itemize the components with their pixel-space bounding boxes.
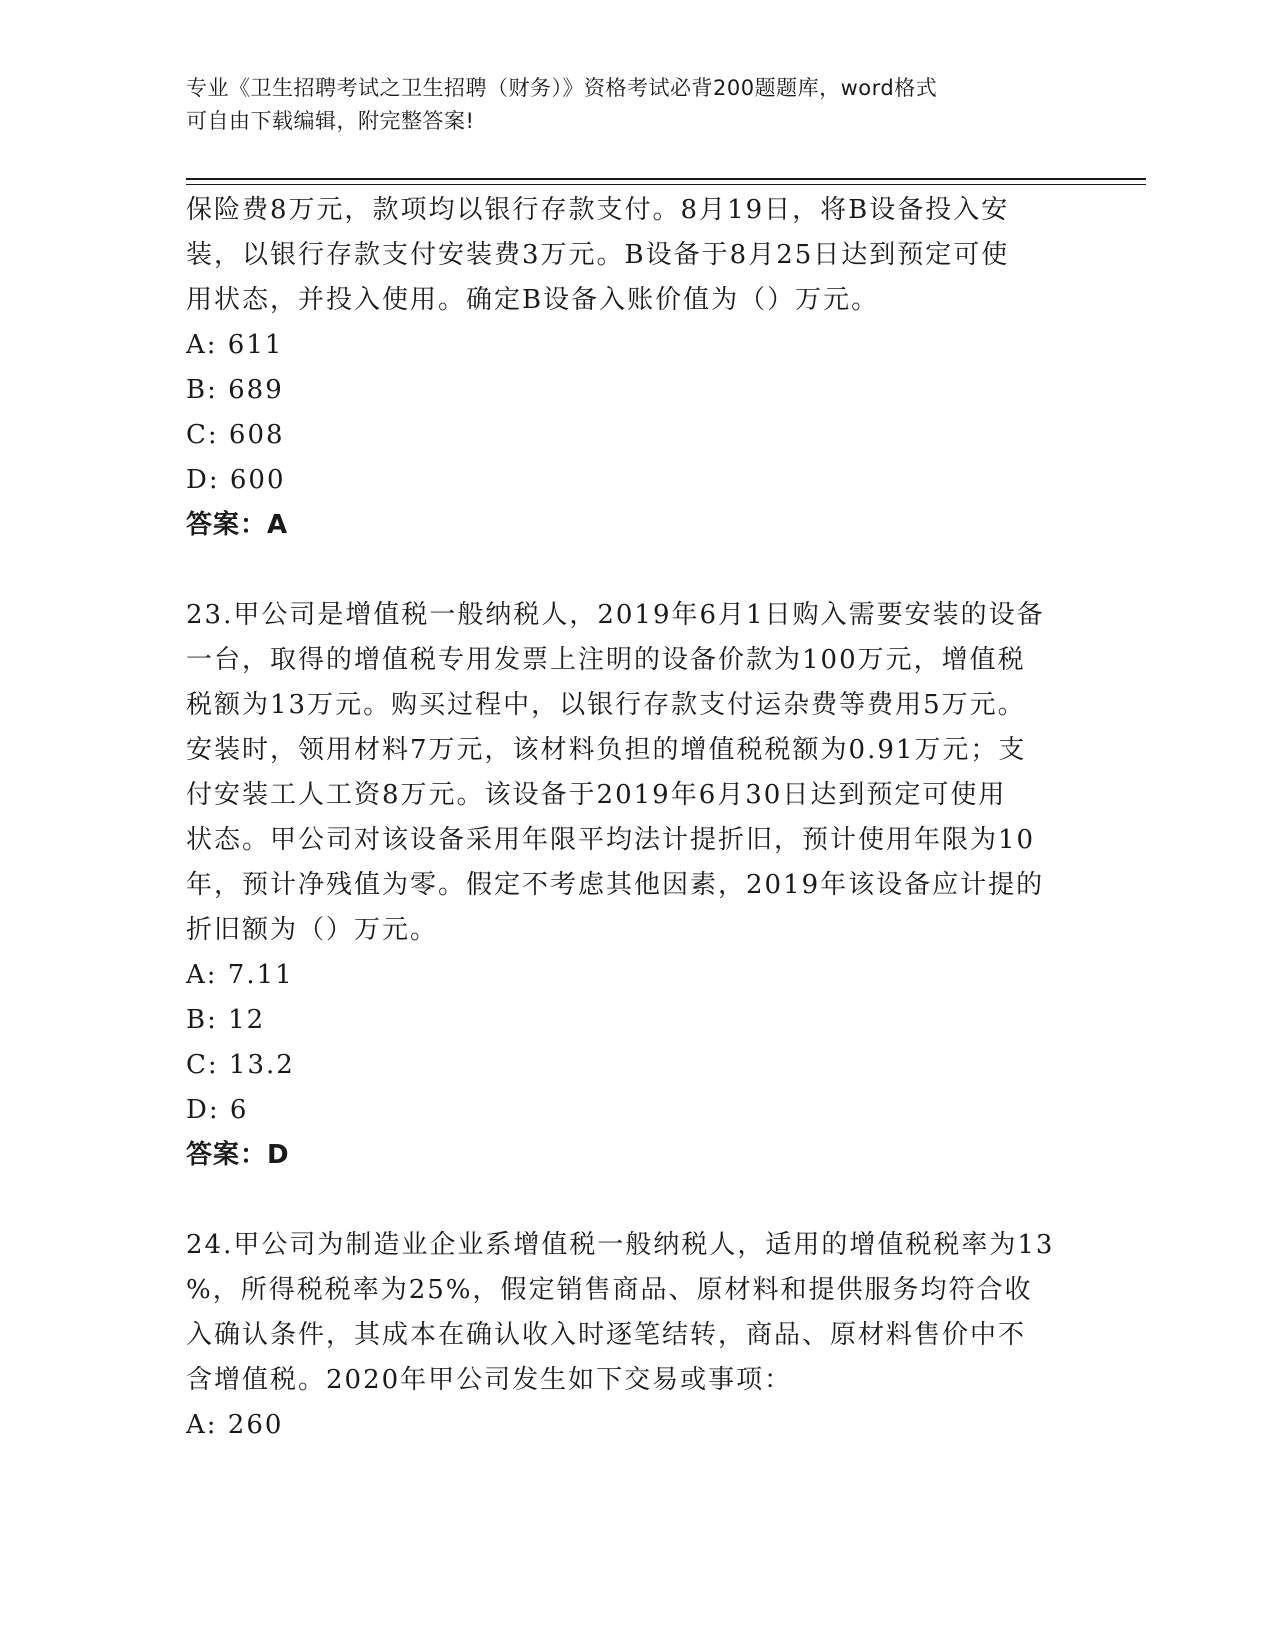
section-spacer xyxy=(186,1178,1086,1223)
answer-label: 答案：D xyxy=(186,1140,290,1170)
option-b: B: 689 xyxy=(186,375,284,405)
question-text-line: 入确认条件，其成本在确认收入时逐笔结转，商品、原材料售价中不 xyxy=(186,1320,1027,1350)
option-a: A: 7.11 xyxy=(186,960,294,990)
question-text-line: 付安装工人工资8万元。该设备于2019年6月30日达到预定可使用 xyxy=(186,780,1007,810)
option-a: A: 260 xyxy=(186,1410,284,1440)
question-text-line: 24.甲公司为制造业企业系增值税一般纳税人，适用的增值税税率为13 xyxy=(186,1230,1055,1260)
question-text-line: 状态。甲公司对该设备采用年限平均法计提折旧，预计使用年限为10 xyxy=(186,825,1036,855)
option-d: D: 600 xyxy=(186,465,286,495)
option-a: A: 611 xyxy=(186,330,284,360)
question-text-line: 含增值税。2020年甲公司发生如下交易或事项： xyxy=(186,1365,793,1395)
header-title-line-1: 专业《卫生招聘考试之卫生招聘（财务）》资格考试必背200题题库，word格式 xyxy=(186,76,938,100)
option-b: B: 12 xyxy=(186,1005,266,1035)
header-divider-thin xyxy=(186,184,1146,185)
header-divider-thick xyxy=(186,178,1146,180)
question-text-line: 折旧额为（）万元。 xyxy=(186,915,439,945)
option-c: C: 13.2 xyxy=(186,1050,295,1080)
question-text-line: 税额为13万元。购买过程中，以银行存款支付运杂费等费用5万元。 xyxy=(186,690,1026,720)
question-text-line: 装，以银行存款支付安装费3万元。B设备于8月25日达到预定可使 xyxy=(186,240,1010,270)
section-spacer xyxy=(186,548,1086,593)
option-d: D: 6 xyxy=(186,1095,249,1125)
document-body xyxy=(186,188,1086,1448)
question-23 xyxy=(186,593,1086,1178)
question-text-line: 年，预计净残值为零。假定不考虑其他因素，2019年该设备应计提的 xyxy=(186,870,1045,900)
question-22-continued xyxy=(186,188,1086,548)
document-header xyxy=(186,72,1066,138)
question-text-line: %，所得税税率为25%，假定销售商品、原材料和提供服务均符合收 xyxy=(186,1275,1033,1305)
question-24 xyxy=(186,1223,1086,1448)
question-text-line: 一台，取得的增值税专用发票上注明的设备价款为100万元，增值税 xyxy=(186,645,1026,675)
header-title-line-2: 可自由下载编辑，附完整答案! xyxy=(186,109,475,133)
question-text-line: 保险费8万元，款项均以银行存款支付。8月19日，将B设备投入安 xyxy=(186,195,1010,225)
answer-label: 答案：A xyxy=(186,510,289,540)
question-text-line: 用状态，并投入使用。确定B设备入账价值为（）万元。 xyxy=(186,285,880,315)
question-text-line: 23.甲公司是增值税一般纳税人，2019年6月1日购入需要安装的设备 xyxy=(186,600,1045,630)
option-c: C: 608 xyxy=(186,420,285,450)
question-text-line: 安装时，领用材料7万元，该材料负担的增值税税额为0.91万元；支 xyxy=(186,735,1027,765)
